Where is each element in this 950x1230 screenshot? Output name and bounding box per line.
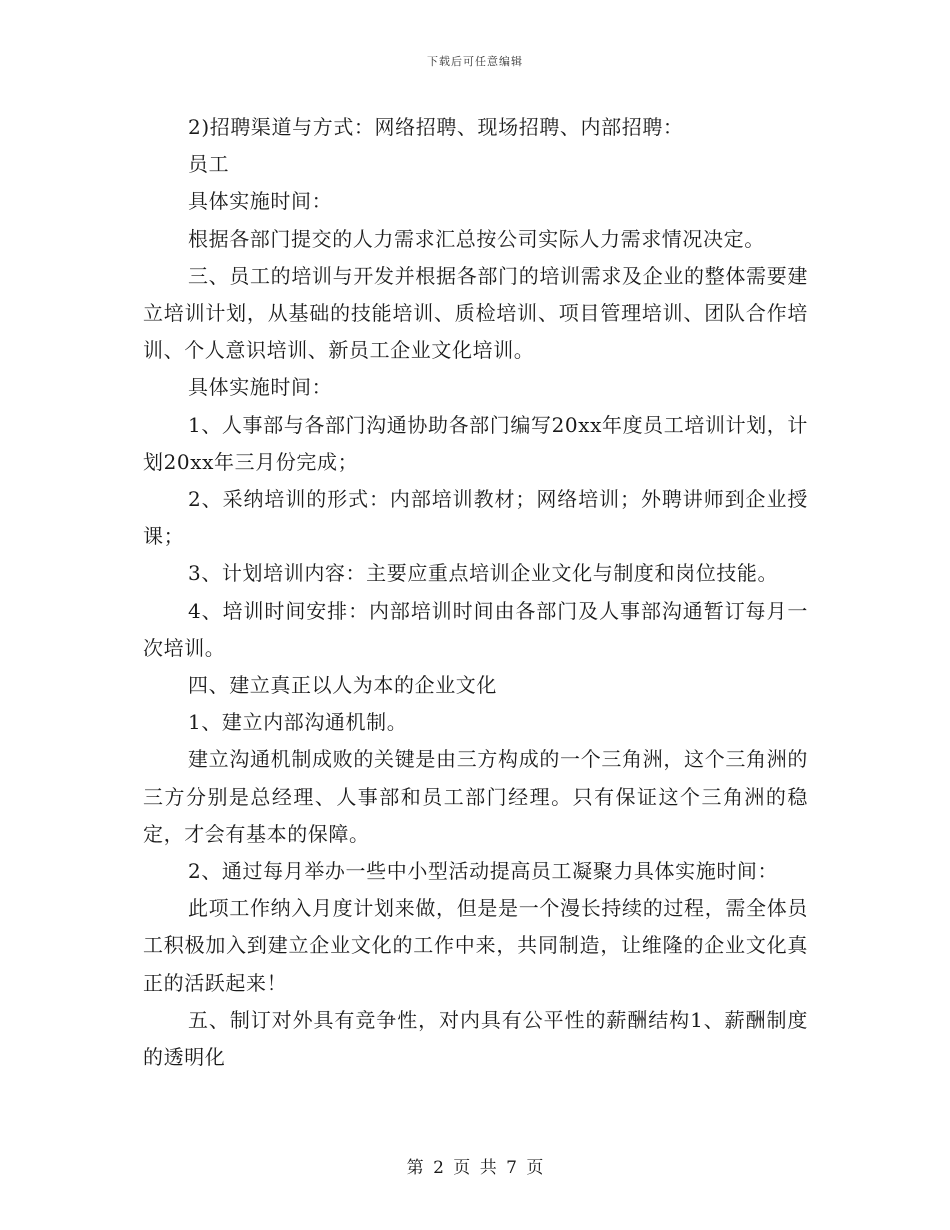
- list-item-training-schedule: 4、培训时间安排：内部培训时间由各部门及人事部沟通暂订每月一次培训。: [143, 598, 808, 660]
- paragraph-recruitment-channels: 2)招聘渠道与方式：网络招聘、现场招聘、内部招聘：: [188, 115, 684, 139]
- page-number: 第 2 页 共 7 页: [406, 1158, 544, 1178]
- list-item-monthly-activities: 2、通过每月举办一些中小型活动提高员工凝聚力具体实施时间：: [188, 859, 779, 884]
- list-item-communication: 1、建立内部沟通机制。: [188, 710, 408, 735]
- list-item-training-form: 2、采纳培训的形式：内部培训教材；网络培训；外聘讲师到企业授课；: [143, 487, 808, 549]
- list-item-training-plan: 1、人事部与各部门沟通协助各部门编写20xx年度员工培训计划，计划20xx年三月份完成；: [143, 412, 808, 474]
- paragraph-implementation-time-1: 具体实施时间：: [188, 189, 333, 214]
- document-body: [143, 109, 808, 1076]
- section-heading-culture: 四、建立真正以人为本的企业文化: [188, 673, 497, 698]
- paragraph-communication-detail: 建立沟通机制成败的关键是由三方构成的一个三角洲，这个三角洲的三方分别是总经理、人事部和员工部门经理。只有保证这个三角洲的稳定，才会有基本的保障。: [143, 747, 808, 846]
- paragraph-staff: 员工: [188, 152, 230, 177]
- list-item-training-content: 3、计划培训内容：主要应重点培训企业文化与制度和岗位技能。: [188, 561, 779, 586]
- paragraph-activities-detail: 此项工作纳入月度计划来做，但是是一个漫长持续的过程，需全体员工积极加入到建立企业文化的工作中来，共同制造，让维隆的企业文化真正的活跃起来！: [143, 896, 808, 995]
- paragraph-demand-summary: 根据各部门提交的人力需求汇总按公司实际人力需求情况决定。: [188, 226, 765, 251]
- section-heading-compensation: 五、制订对外具有竞争性，对内具有公平性的薪酬结构1、薪酬制度的透明化: [143, 1007, 808, 1070]
- section-heading-training: 三、员工的培训与开发并根据各部门的培训需求及企业的整体需要建立培训计划，从基础的技能培训、质检培训、项目管理培训、团队合作培训、个人意识培训、新员工企业文化培训。: [143, 263, 808, 363]
- header-note: 下载后可任意编辑: [427, 55, 523, 68]
- paragraph-implementation-time-2: 具体实施时间：: [188, 375, 333, 400]
